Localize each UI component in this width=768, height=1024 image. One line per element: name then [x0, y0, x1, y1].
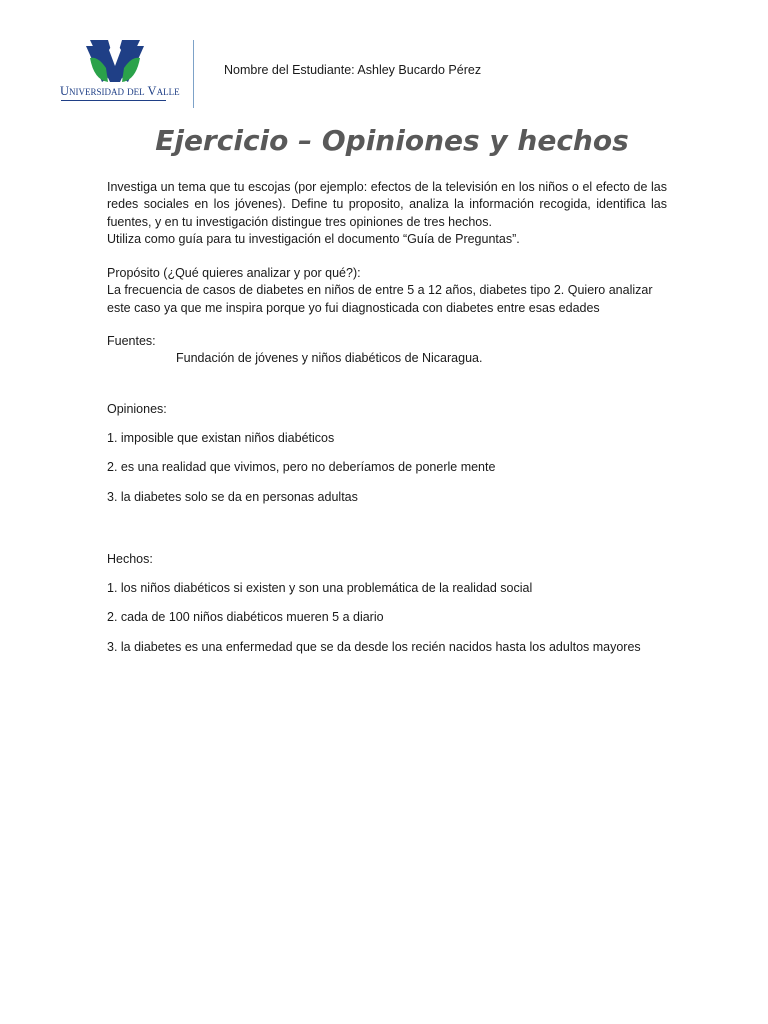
header-divider [193, 40, 194, 108]
logo-underline [61, 100, 166, 101]
intro-guide-line: Utiliza como guía para tu investigación el documento “Guía de Preguntas”. [107, 231, 520, 246]
purpose-text: La frecuencia de casos de diabetes en niños de entre 5 a 12 años, diabetes tipo 2. Quiero analizar este caso ya que me inspira porque yo fui diagnosticada con diabetes entre esas edades [107, 283, 653, 315]
university-logo [60, 38, 180, 106]
university-emblem-icon [60, 38, 170, 84]
source-item: Fundación de jóvenes y niños diabéticos de Nicaragua. [176, 351, 483, 366]
opinion-item-1: 1. imposible que existan niños diabéticos [107, 430, 335, 445]
sources-label: Fuentes: [107, 334, 156, 349]
document-title: Ejercicio – Opiniones y hechos [155, 124, 629, 157]
opinion-item-2: 2. es una realidad que vivimos, pero no deberíamos de ponerle mente [107, 460, 496, 475]
fact-item-3: 3. la diabetes es una enfermedad que se da desde los recién nacidos hasta los adultos mayores [107, 639, 641, 654]
opinions-label: Opiniones: [107, 401, 167, 416]
student-name: Nombre del Estudiante: Ashley Bucardo Pérez [224, 63, 482, 77]
document-body [107, 179, 667, 656]
facts-label: Hechos: [107, 551, 153, 566]
opinion-item-3: 3. la diabetes solo se da en personas adultas [107, 489, 358, 504]
intro-paragraph: Investiga un tema que tu escojas (por ejemplo: efectos de la televisión en los niños o el efecto de las redes sociales en los jóvenes). Define tu proposito, analiza la información recogida, identifica las fuentes, y en tu investigación distingue tres opiniones de tres hechos. [107, 180, 667, 229]
logo-wordmark: Universidad del Valle [60, 84, 180, 98]
document-header [0, 0, 768, 115]
fact-item-2: 2. cada de 100 niños diabéticos mueren 5 a diario [107, 610, 384, 625]
purpose-label: Propósito (¿Qué quieres analizar y por qué?): [107, 266, 361, 281]
fact-item-1: 1. los niños diabéticos si existen y son una problemática de la realidad social [107, 581, 533, 596]
